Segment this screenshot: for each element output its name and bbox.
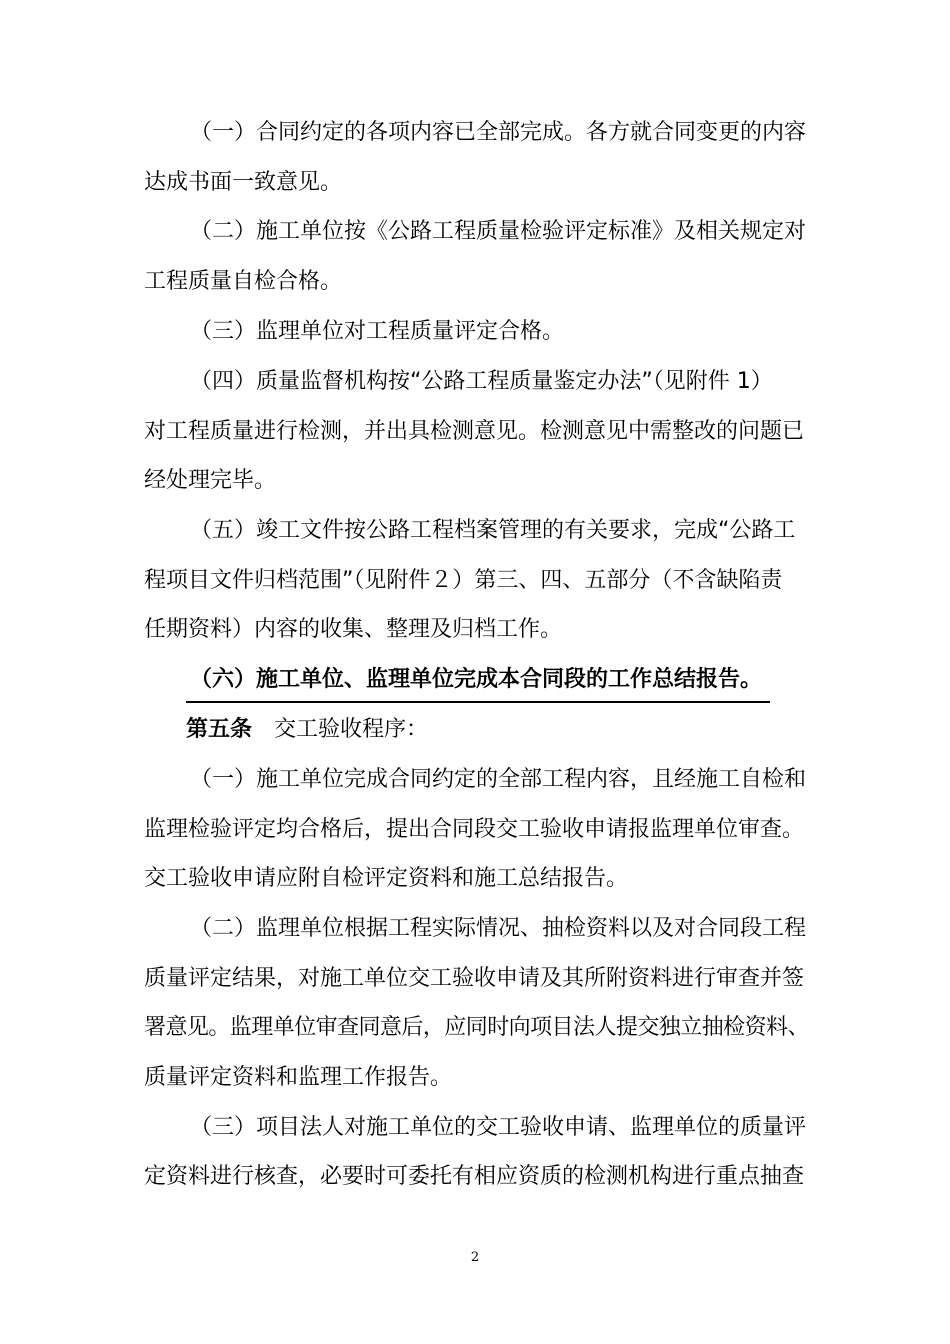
paragraph-line: 达成书面一致意见。 xyxy=(144,170,343,195)
bold-paragraph-line: （六）施工单位、监理单位完成本合同段的工作总结报告。 xyxy=(190,667,763,692)
paragraph-line: 交工验收申请应附自检评定资料和施工总结报告。 xyxy=(144,866,629,891)
paragraph-line: （二）监理单位根据工程实际情况、抽检资料以及对合同段工程 xyxy=(190,916,807,941)
paragraph-line: 对工程质量进行检测，并出具检测意见。检测意见中需整改的问题已 xyxy=(144,419,805,444)
paragraph-line: （一）合同约定的各项内容已全部完成。各方就合同变更的内容 xyxy=(190,120,807,145)
horizontal-rule xyxy=(186,701,770,703)
paragraph-line: 程项目文件归档范围”（见附件２）第三、四、五部分（不含缺陷责 xyxy=(144,568,783,593)
article-label: 第五条 xyxy=(186,717,253,742)
paragraph-line: 任期资料）内容的收集、整理及归档工作。 xyxy=(144,617,563,642)
article-text: 交工验收程序： xyxy=(274,717,429,742)
paragraph-line: （五）竣工文件按公路工程档案管理的有关要求，完成“公路工 xyxy=(190,518,796,543)
paragraph-line: 工程质量自检合格。 xyxy=(144,269,343,294)
paragraph-line: （一）施工单位完成合同约定的全部工程内容，且经施工自检和 xyxy=(190,767,807,792)
paragraph-line: 经处理完毕。 xyxy=(144,468,277,493)
paragraph-line: （二）施工单位按《公路工程质量检验评定标准》及相关规定对 xyxy=(190,219,807,244)
page-number: 2 xyxy=(470,1250,480,1265)
paragraph-line: 定资料进行核查，必要时可委托有相应资质的检测机构进行重点抽查 xyxy=(144,1164,805,1189)
paragraph-line: 署意见。监理单位审查同意后，应同时向项目法人提交独立抽检资料、 xyxy=(144,1015,809,1040)
paragraph-line: （三）监理单位对工程质量评定合格。 xyxy=(190,319,565,344)
article-heading xyxy=(186,715,805,745)
paragraph-line: 监理检验评定均合格后，提出合同段交工验收申请报监理单位审查。 xyxy=(144,817,805,842)
paragraph-line: （四）质量监督机构按“公路工程质量鉴定办法”（见附件 1） xyxy=(190,369,773,394)
paragraph-line: 质量评定结果，对施工单位交工验收申请及其所附资料进行审查并签 xyxy=(144,966,805,991)
paragraph-line: （三）项目法人对施工单位的交工验收申请、监理单位的质量评 xyxy=(190,1115,807,1140)
paragraph-line: 质量评定资料和监理工作报告。 xyxy=(144,1065,453,1090)
